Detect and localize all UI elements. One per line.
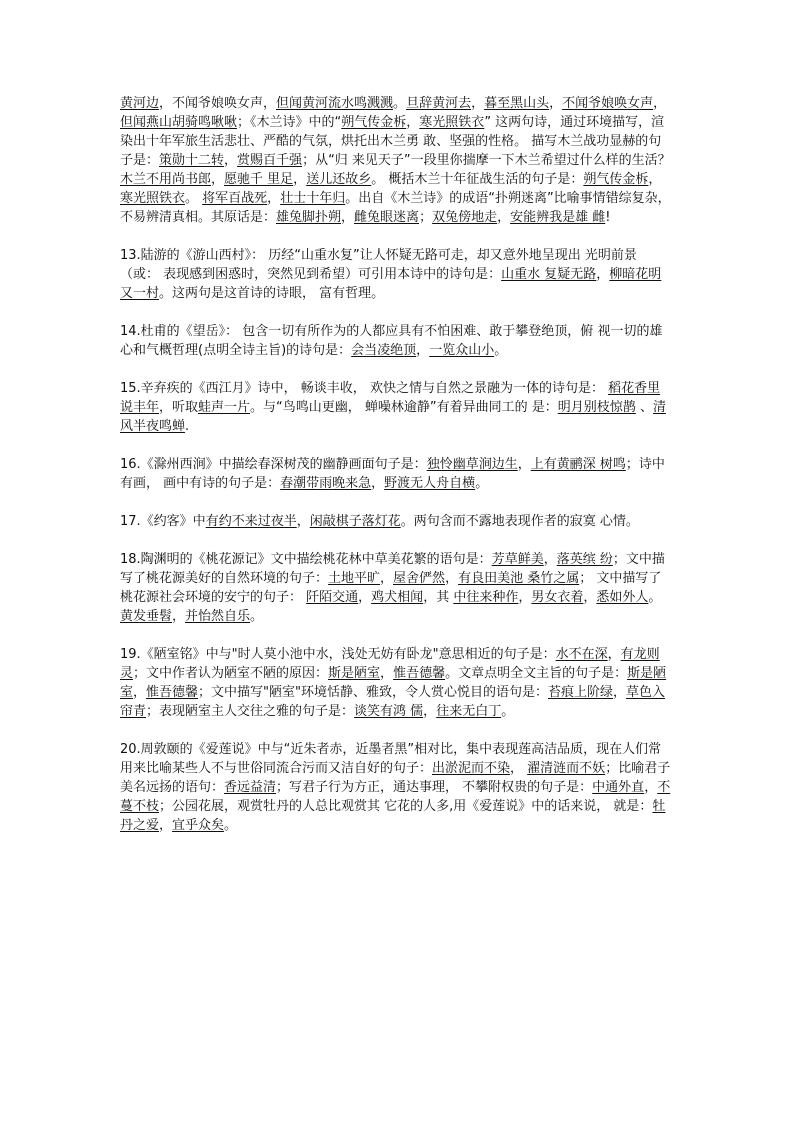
text-segment: ， [445, 571, 459, 586]
text-segment: ；从“归 来见天子”一段里你揣摩一下木兰希望过什么样的生活？ [302, 153, 671, 168]
text-segment: ； [419, 210, 433, 225]
document-page [120, 94, 672, 854]
text-segment: 。 [648, 590, 662, 605]
underlined-answer: 朔气传金柝 [341, 115, 407, 130]
text-segment: ! [605, 210, 611, 225]
text-segment: ， [549, 96, 563, 111]
paragraph-q17 [120, 512, 672, 531]
underlined-answer: 将军百战死 [202, 191, 268, 206]
paragraph-mulan [120, 94, 672, 227]
underlined-answer: 草色入帘青 [120, 685, 666, 719]
underlined-answer: 旦辞黄河去 [406, 96, 472, 111]
underlined-answer: 双兔傍地走 [432, 210, 498, 225]
underlined-answer: 稻花香里说丰年 [120, 381, 661, 415]
text-segment: 13.陆游的《游山西村》： 历经“山重水复”让人怀疑无路可走，却又意外地呈现出 光明前景（或： 表现感到困惑时，突然见到希望）可引用本诗中的诗句是： [120, 248, 637, 282]
text-segment: ， [406, 115, 420, 130]
underlined-answer: 柳暗花明又一村 [120, 267, 662, 301]
text-segment: ，听取 [159, 400, 199, 415]
text-segment: ， [358, 590, 372, 605]
paragraph-q20 [120, 740, 672, 835]
underlined-answer: 苔痕上阶绿 [548, 685, 614, 700]
text-segment: ， [224, 153, 238, 168]
underlined-answer: 男女衣着 [531, 590, 584, 605]
text-segment: ， [648, 172, 662, 187]
text-segment: ， [380, 666, 394, 681]
text-segment: ， [159, 818, 173, 833]
text-segment: . [185, 419, 190, 434]
text-segment: ， [518, 590, 532, 605]
text-segment: 。与“鸟鸣山更幽， 蝉噪林逾静”有着异曲同工的 是： [250, 400, 558, 415]
text-segment: ， [380, 571, 394, 586]
underlined-answer: 濯清涟而不妖 [527, 761, 606, 776]
text-segment: ， [543, 552, 557, 567]
underlined-answer: 斯是陋室 [120, 666, 667, 700]
text-segment: ， [497, 210, 511, 225]
text-segment: ；写君子行为方正，通达事理， 不攀附权贵的句子是： [276, 780, 593, 795]
underlined-answer: 香远益清 [224, 780, 277, 795]
underlined-answer: 中通外直 [592, 780, 645, 795]
text-segment: ，不闻爷娘唤女声， [159, 96, 277, 111]
underlined-answer: 雄兔脚扑朔 [276, 210, 342, 225]
text-segment: 。 概括木兰十年征战生活的句子是： [371, 172, 584, 187]
text-segment: ；文中作者认为陋室不陋的原因： [133, 666, 329, 681]
underlined-answer: 但闻燕山胡骑鸣啾啾 [120, 115, 238, 130]
text-segment: ， [293, 172, 307, 187]
underlined-answer: 独怜幽草涧边生 [426, 457, 518, 472]
underlined-answer: 朔气传金柝 [583, 172, 649, 187]
text-segment: ；文中描写了桃花源美好的自然环境的句子： [120, 552, 665, 586]
underlined-answer: 落英缤 纷 [556, 552, 613, 567]
text-segment: ；表现陋室主人交往之雅的句子是： [146, 704, 355, 719]
underlined-answer: 闲敲棋子落灯花 [309, 514, 401, 529]
text-segment: 。两句含而不露地表现作者的寂寞 心情。 [400, 514, 639, 529]
text-segment: ， [653, 96, 667, 111]
text-segment: ， [211, 172, 225, 187]
text-segment: ， [596, 267, 610, 282]
underlined-answer: 有良田美池 桑竹之属 [458, 571, 580, 586]
underlined-answer: 赏赐百千强 [237, 153, 303, 168]
text-segment: ， [341, 210, 355, 225]
text-segment: 15.辛弃疾的《西江月》诗中， 畅谈丰收， 欢快之情与自然之景融为一体的诗句是： [120, 381, 609, 396]
underlined-answer: 安能辨我是雄 雌 [510, 210, 606, 225]
text-segment: 17.《约客》中 [120, 514, 206, 529]
paragraph-q16 [120, 455, 672, 493]
text-segment: ， [471, 96, 485, 111]
underlined-answer: 屋舍俨然 [393, 571, 446, 586]
text-segment: ；比喻君子美名远扬的语句： [120, 761, 671, 795]
text-segment: 、 [635, 400, 653, 415]
paragraph-q19 [120, 645, 672, 721]
text-segment: 。 [224, 818, 238, 833]
text-segment: ， [267, 191, 281, 206]
text-segment: ， [371, 476, 385, 491]
text-segment: ， [133, 685, 147, 700]
underlined-answer: 不蔓不枝 [120, 780, 671, 814]
underlined-answer: 牡丹之爱 [120, 799, 666, 833]
paragraph-q15 [120, 379, 672, 436]
underlined-answer: 明月别枝惊鹊 [557, 400, 636, 415]
underlined-answer: 清风半夜鸣蝉 [120, 400, 666, 434]
underlined-answer: 出淤泥而不染 [432, 761, 511, 776]
text-segment: 。出自《木兰诗》的成语“扑朔迷离”比喻事情错综复杂， 不易辨清真相。其原话是： [120, 191, 671, 225]
text-segment: 16.《滁州西涧》中描绘春深树茂的幽静画面句子是： [120, 457, 427, 472]
paragraph-q18 [120, 550, 672, 626]
underlined-answer: 有龙则灵 [120, 647, 660, 681]
text-segment: ， [517, 457, 531, 472]
text-segment: ， [416, 343, 430, 358]
text-segment: ，其 [423, 590, 454, 605]
text-segment: ；《木兰诗》中的“ [237, 115, 342, 130]
text-segment: ， [172, 609, 186, 624]
text-segment: 。 [475, 476, 489, 491]
underlined-answer: 鸡犬相闻 [371, 590, 424, 605]
underlined-answer: 寒光照铁衣 [120, 191, 186, 206]
underlined-answer: 蛙声一片 [198, 400, 251, 415]
underlined-answer: 悉如外人 [596, 590, 649, 605]
text-segment: ， [644, 780, 658, 795]
text-segment: 14.杜甫的《望岳》： 包含一切有所作为的人都应具有不怕困难、敢于攀登绝顶，俯 视一切的雄心和气概哲理(点明全诗主旨)的诗句是： [120, 324, 663, 358]
paragraph-q14 [120, 322, 672, 360]
underlined-answer: 春潮带雨晚来急 [280, 476, 372, 491]
text-segment: 。这两句是这首诗的诗眼， 富有哲理。 [159, 286, 385, 301]
text-segment: ， [607, 647, 621, 662]
underlined-answer: 愿驰千 里足 [224, 172, 294, 187]
text-segment: 。 [494, 343, 508, 358]
underlined-answer: 山重水 复疑无路 [501, 267, 597, 282]
text-segment: ， [423, 704, 437, 719]
text-segment: ， [583, 590, 597, 605]
underlined-answer: 野渡无人舟自横 [384, 476, 476, 491]
text-segment: 。 [393, 96, 407, 111]
underlined-answer: 惟吾德馨 [393, 666, 446, 681]
underlined-answer: 中往来种作 [453, 590, 519, 605]
underlined-answer: 策勋十二转 [159, 153, 225, 168]
underlined-answer: 惟吾德馨 [146, 685, 199, 700]
text-segment: ；诗中有画， 画中有诗的句子是： [120, 457, 665, 491]
underlined-answer: 宜乎众矣 [172, 818, 225, 833]
underlined-answer: 寒光照铁衣 [419, 115, 485, 130]
underlined-answer: 送儿还故乡 [306, 172, 372, 187]
text-segment: ” 这两句诗，通过环境描写，渲染出十年军旅生活悲壮、严酷的气氛，烘托出木兰勇 敢、坚强的性格。 描写木兰战功显赫的句子是： [120, 115, 665, 168]
text-segment: 。 [250, 609, 264, 624]
underlined-answer: 斯是陋室 [328, 666, 381, 681]
underlined-answer: 往来无白丁 [436, 704, 502, 719]
text-segment: 20.周敦颐的《爱莲说》中与“近朱者赤，近墨者黑”相对比，集中表现莲高洁品质，现在人们常用来比喻某些人不与世俗同流合污而又洁自好的句子： [120, 742, 662, 776]
underlined-answer: 上有黄鹂深 树鸣 [530, 457, 626, 472]
text-segment: 19.《陋室铭》中与"时人莫小池中水，浅处无妨有卧龙"意思相近的句子是： [120, 647, 556, 662]
underlined-answer: 阡陌交通 [306, 590, 359, 605]
underlined-answer: 水不在深 [555, 647, 608, 662]
underlined-answer: 暮至黑山头 [484, 96, 550, 111]
underlined-answer: 雌兔眼迷离 [354, 210, 420, 225]
underlined-answer: 会当凌绝顶 [351, 343, 417, 358]
text-segment: ；公园花展，观赏牡丹的人总比观赏其 它花的人多,用《爱莲说》中的话来说， 就是： [159, 799, 653, 814]
underlined-answer: 谈笑有鸿 儒 [354, 704, 424, 719]
text-segment: 。文章点明全文主旨的句子是： [445, 666, 628, 681]
paragraph-q13 [120, 246, 672, 303]
underlined-answer: 黄发垂髫 [120, 609, 173, 624]
text-segment: ， [296, 514, 310, 529]
underlined-answer: 木兰不用尚书郎 [120, 172, 212, 187]
underlined-answer: 有约不来过夜半 [205, 514, 297, 529]
text-segment: ， [510, 761, 528, 776]
text-segment: ， [613, 685, 627, 700]
underlined-answer: 不闻爷娘唤女声 [562, 96, 654, 111]
text-segment: ；文中描写"陋室"环境恬静、雅致，令人赏心悦目的语句是： [198, 685, 549, 700]
text-segment: 。 [185, 191, 203, 206]
underlined-answer: 黄河边 [120, 96, 160, 111]
underlined-answer: 但闻黄河流水鸣溅溅 [276, 96, 394, 111]
text-segment: 18.陶渊明的《桃花源记》文中描绘桃花林中草美花繁的语句是： [120, 552, 492, 567]
text-segment: ； 文中描写了桃花源社会环境的安宁的句子： [120, 571, 662, 605]
underlined-answer: 一览众山小 [429, 343, 495, 358]
underlined-answer: 壮士十年归 [280, 191, 346, 206]
underlined-answer: 并怡然自乐 [185, 609, 251, 624]
text-segment: 。 [501, 704, 515, 719]
underlined-answer: 土地平旷 [328, 571, 381, 586]
underlined-answer: 芳草鲜美 [491, 552, 544, 567]
